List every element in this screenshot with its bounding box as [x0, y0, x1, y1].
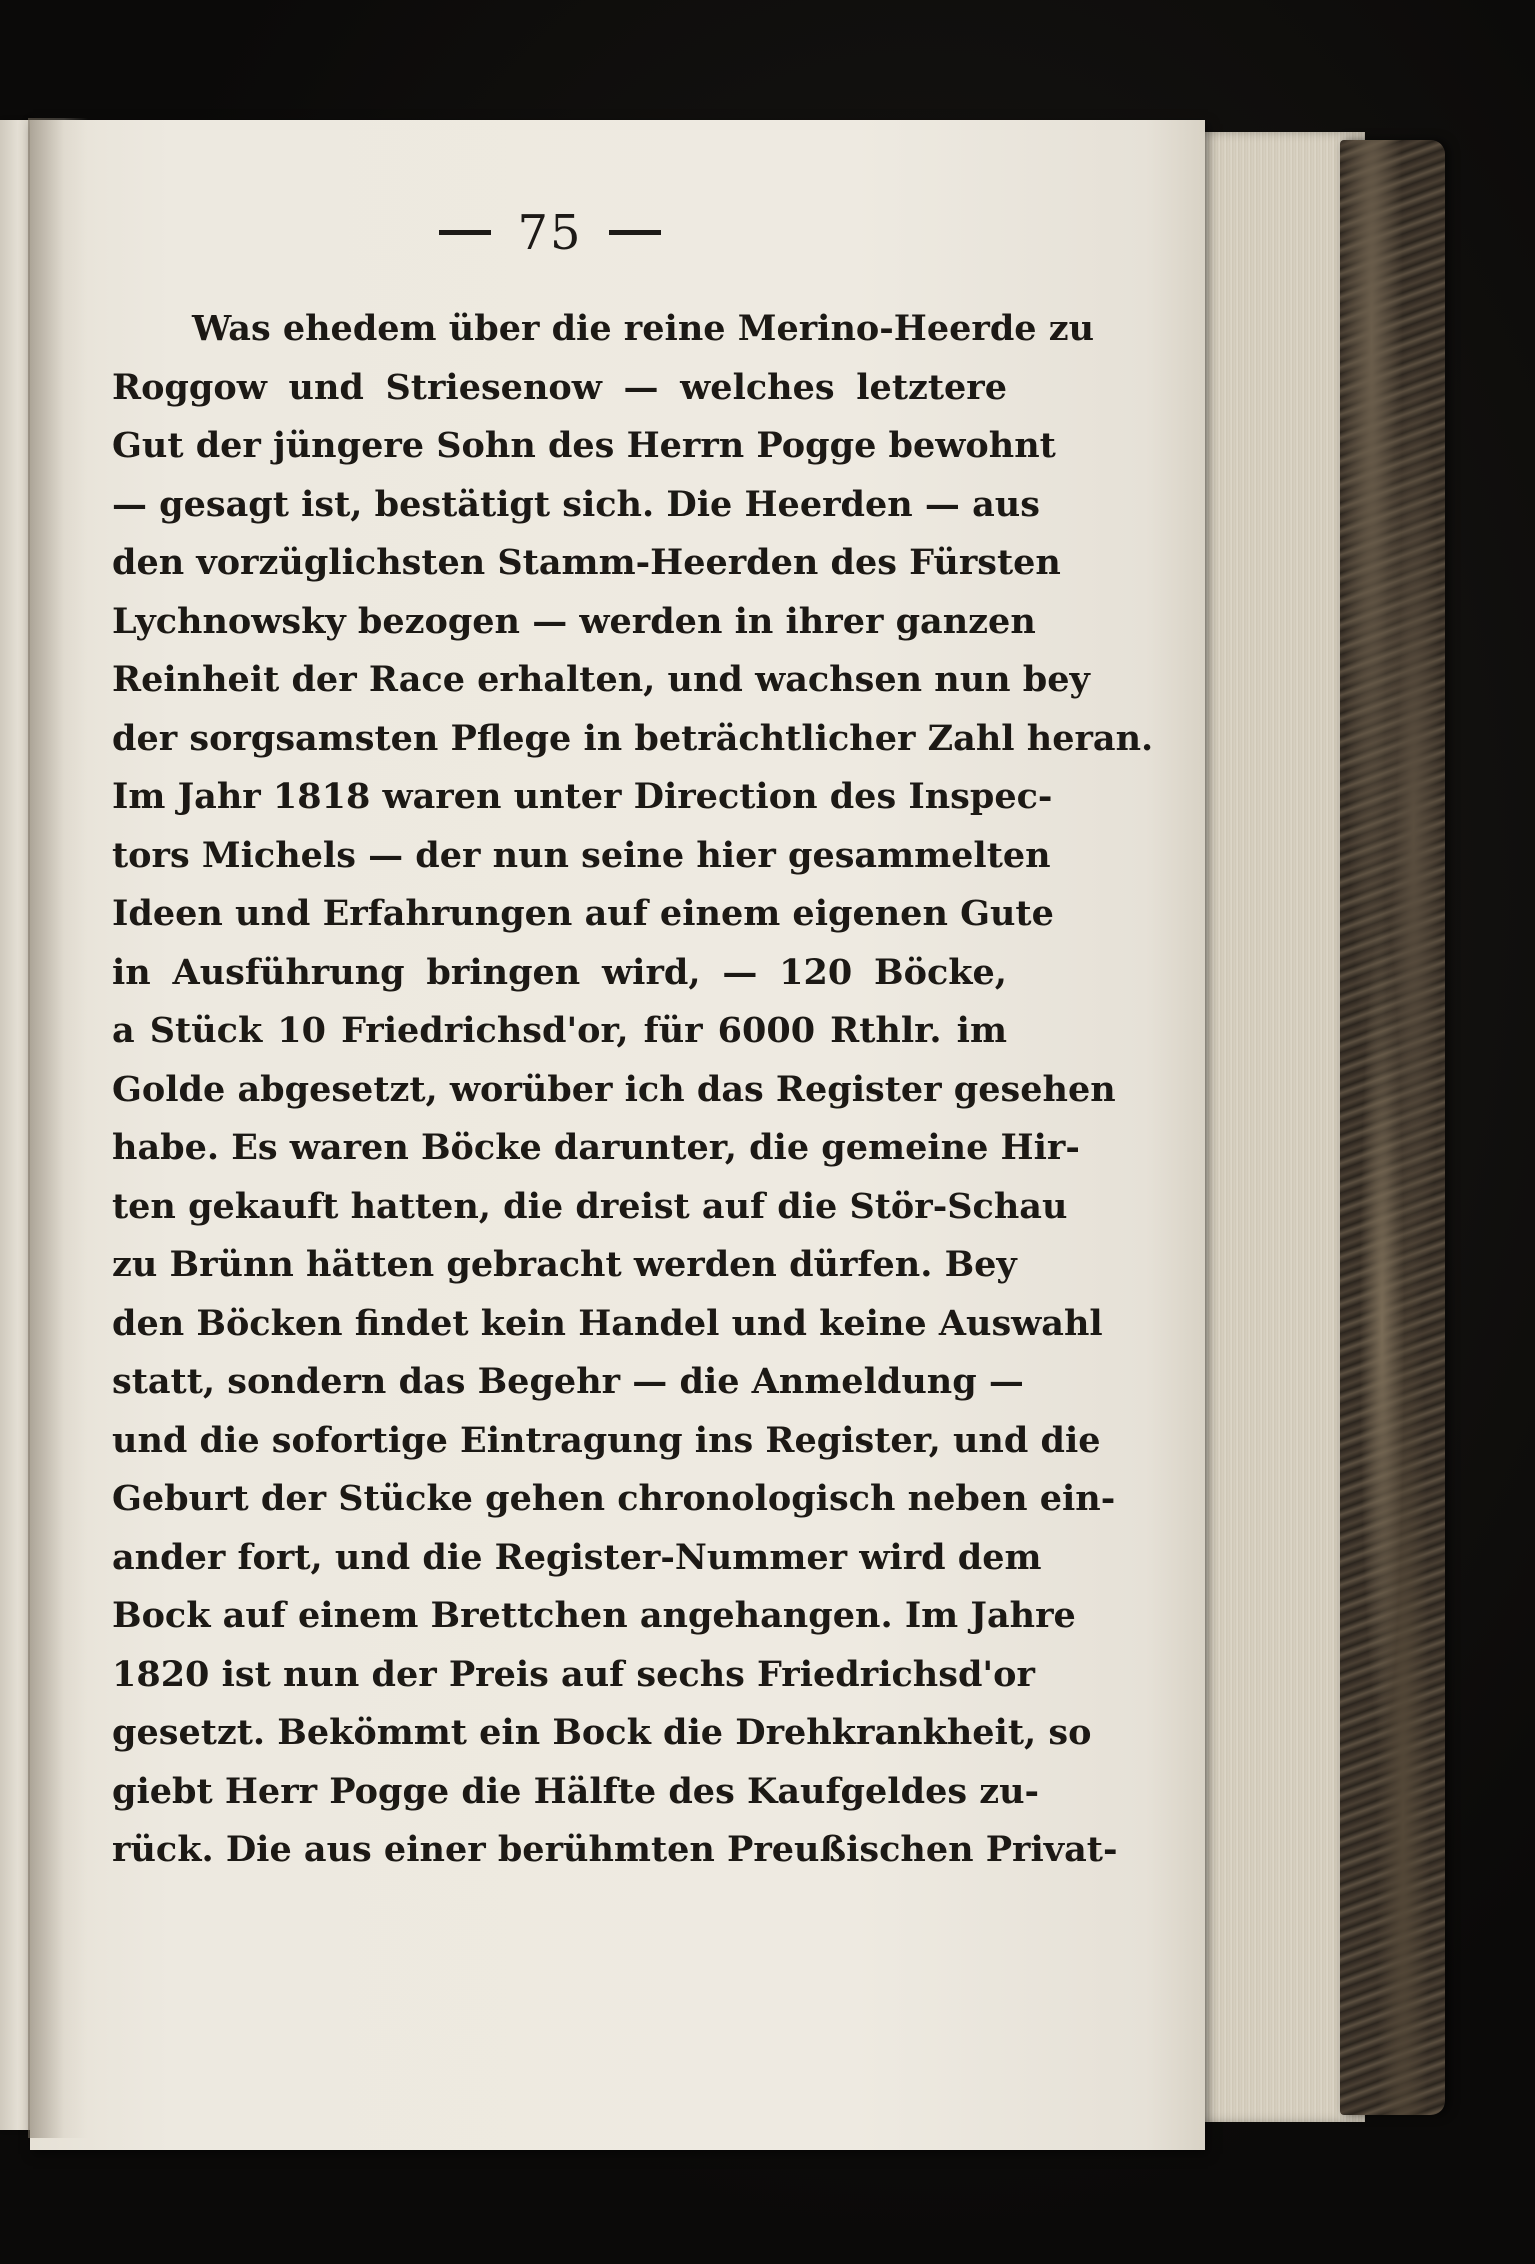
gutter-shadow [28, 118, 88, 2138]
left-dash [439, 230, 491, 235]
text-line: 1820 ist nun der Preis auf sechs Friedrichsd'or [112, 1653, 1035, 1695]
marbled-cover-edge [1340, 140, 1445, 2115]
text-line: und die sofortige Eintragung ins Register, und die [112, 1419, 1101, 1461]
text-line: Ideen und Erfahrungen auf einem eigenen Gute [112, 893, 1054, 934]
facing-page-edge [0, 120, 30, 2130]
text-line: giebt Herr Pogge die Hälfte des Kaufgeldes zu- [112, 1770, 1040, 1812]
text-line: gesetzt. Bekömmt ein Bock die Drehkrankheit, so [112, 1712, 1092, 1753]
text-line: zu Brünn hätten gebracht werden dürfen. Bey [112, 1244, 1017, 1285]
text-line: Geburt der Stücke gehen chronologisch neben ein- [112, 1478, 1116, 1519]
text-line: habe. Es waren Böcke darunter, die gemeine Hir- [112, 1127, 1080, 1168]
text-line: den Böcken findet kein Handel und keine Auswahl [112, 1302, 1103, 1344]
right-dash [609, 230, 661, 235]
body-text [112, 300, 1154, 1880]
text-line: ander fort, und die Register-Nummer wird dem [112, 1536, 1042, 1578]
text-line: in Ausführung bringen wird, — 120 Böcke, [112, 951, 1007, 993]
text-line: statt, sondern das Begehr — die Anmeldung — [112, 1361, 1024, 1402]
page-stack-edge [1180, 132, 1365, 2122]
text-line: Roggow und Striesenow — welches letztere [112, 366, 1007, 408]
text-line: tors Michels — der nun seine hier gesammelten [112, 834, 1051, 876]
text-line: ten gekauft hatten, die dreist auf die Stör-Schau [112, 1185, 1068, 1227]
page-number: 75 [517, 205, 583, 261]
text-line: Bock auf einem Brettchen angehangen. Im Jahre [112, 1595, 1076, 1636]
text-line: der sorgsamsten Pflege in beträchtlicher Zahl heran. [112, 717, 1154, 759]
text-line: Reinheit der Race erhalten, und wachsen nun bey [112, 659, 1090, 700]
text-line: Was ehedem über die reine Merino-Heerde zu [192, 308, 1095, 349]
text-line: den vorzüglichsten Stamm-Heerden des Fürsten [112, 542, 1061, 583]
text-line: Gut der jüngere Sohn des Herrn Pogge bewohnt [112, 425, 1056, 466]
page-number-header [400, 205, 700, 261]
text-line: a Stück 10 Friedrichsd'or, für 6000 Rthlr. im [112, 1010, 1007, 1051]
text-line: Im Jahr 1818 waren unter Direction des Inspec- [112, 776, 1053, 817]
text-line: Golde abgesetzt, worüber ich das Register gesehen [112, 1068, 1116, 1110]
text-line: rück. Die aus einer berühmten Preußischen Privat- [112, 1829, 1118, 1870]
text-line: — gesagt ist, bestätigt sich. Die Heerden — aus [112, 483, 1040, 525]
text-line: Lychnowsky bezogen — werden in ihrer ganzen [112, 600, 1036, 642]
